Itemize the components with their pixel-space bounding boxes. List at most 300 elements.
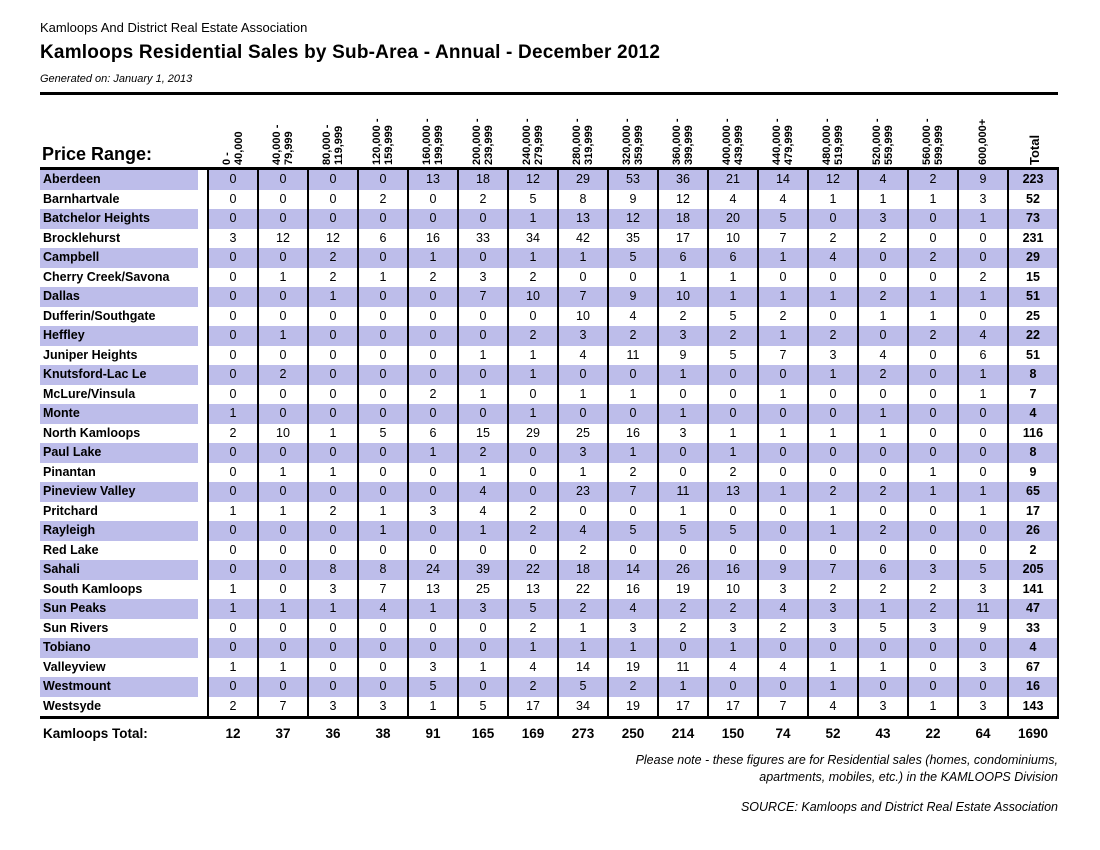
sales-count-cell: 3 [908, 560, 958, 580]
sales-count-cell: 0 [708, 541, 758, 561]
price-column-header [508, 95, 558, 169]
sales-count-cell: 2 [508, 619, 558, 639]
sales-count-cell: 0 [258, 521, 308, 541]
sales-count-cell: 0 [358, 209, 408, 229]
sales-count-cell: 1 [858, 658, 908, 678]
subarea-label: Pinantan [43, 464, 96, 479]
gutter-cell [198, 619, 208, 639]
table-row [40, 502, 1058, 522]
sales-count-cell: 1 [808, 502, 858, 522]
subarea-label: Pineview Valley [40, 482, 198, 502]
price-range-rotated-label [621, 119, 645, 165]
sales-count-cell: 29 [508, 424, 558, 444]
sales-count-cell: 0 [358, 287, 408, 307]
table-row [40, 599, 1058, 619]
price-range-line2: 319,999 [583, 125, 595, 165]
sales-count-cell: 0 [508, 463, 558, 483]
sales-count-cell: 4 [558, 346, 608, 366]
sales-count-cell: 0 [408, 463, 458, 483]
table-row [40, 482, 1058, 502]
sales-count-cell: 0 [308, 190, 358, 210]
price-range-line2: 359,999 [633, 125, 645, 165]
sales-count-cell: 0 [358, 677, 408, 697]
sales-count-cell: 0 [808, 404, 858, 424]
sales-count-cell: 0 [308, 169, 358, 190]
table-row [40, 619, 1058, 639]
price-column-header [758, 95, 808, 169]
price-column-header [258, 95, 308, 169]
gutter-cell [198, 718, 208, 746]
gutter-cell [198, 677, 208, 697]
price-range-line2: 279,999 [533, 125, 545, 165]
sales-count-cell: 1 [858, 424, 908, 444]
sales-count-cell: 13 [508, 580, 558, 600]
sales-count-cell: 10 [658, 287, 708, 307]
sales-count-cell: 2 [458, 443, 508, 463]
sales-count-cell: 0 [208, 385, 258, 405]
subarea-label: Brocklehurst [43, 230, 121, 245]
sales-count-cell: 0 [458, 209, 508, 229]
price-range-line1: 280,000 - [571, 118, 583, 165]
sales-count-cell: 0 [258, 385, 308, 405]
sales-count-cell: 0 [408, 365, 458, 385]
sales-count-cell: 3 [958, 580, 1008, 600]
price-range-rotated-label [871, 119, 895, 165]
subarea-label: Pritchard [43, 503, 98, 518]
sales-count-cell: 0 [858, 268, 908, 288]
sales-count-cell: 3 [358, 697, 408, 718]
sales-count-cell: 1 [658, 404, 708, 424]
sales-count-cell: 5 [508, 190, 558, 210]
price-column-header [458, 95, 508, 169]
sales-count-cell: 2 [508, 677, 558, 697]
column-total-cell: 91 [408, 718, 458, 746]
sales-count-cell: 11 [658, 482, 708, 502]
sales-count-cell: 1 [808, 424, 858, 444]
sales-table [40, 95, 1059, 745]
sales-count-cell: 0 [958, 229, 1008, 249]
sales-count-cell: 3 [308, 697, 358, 718]
sales-count-cell: 0 [258, 541, 308, 561]
column-total-cell: 273 [558, 718, 608, 746]
sales-count-cell: 0 [958, 463, 1008, 483]
sales-count-cell: 11 [608, 346, 658, 366]
sales-count-cell: 1 [508, 638, 558, 658]
column-total-cell: 22 [908, 718, 958, 746]
sales-count-cell: 1 [808, 521, 858, 541]
sales-count-cell: 8 [558, 190, 608, 210]
sales-count-cell: 0 [408, 482, 458, 502]
sales-count-cell: 25 [458, 580, 508, 600]
sales-count-cell: 0 [258, 560, 308, 580]
kamloops-total-row [40, 718, 1058, 746]
sales-count-cell: 8 [308, 560, 358, 580]
sales-count-cell: 0 [908, 677, 958, 697]
sales-count-cell: 1 [308, 424, 358, 444]
table-row [40, 326, 1058, 346]
sales-count-cell: 3 [808, 619, 858, 639]
sales-count-cell: 0 [958, 677, 1008, 697]
sales-count-cell: 7 [808, 560, 858, 580]
sales-count-cell: 0 [308, 677, 358, 697]
sales-count-cell: 0 [858, 385, 908, 405]
row-total-cell: 51 [1008, 287, 1058, 307]
sales-count-cell: 0 [758, 502, 808, 522]
footnote-line2: apartments, mobiles, etc.) in the KAMLOOPS Division [759, 770, 1058, 784]
sales-count-cell: 39 [458, 560, 508, 580]
sales-count-cell: 0 [958, 404, 1008, 424]
subarea-label: Campbell [40, 248, 198, 268]
sales-count-cell: 0 [608, 502, 658, 522]
sales-count-cell: 0 [508, 385, 558, 405]
sales-count-cell: 0 [558, 404, 608, 424]
gutter-header [198, 95, 208, 169]
sales-count-cell: 34 [558, 697, 608, 718]
sales-count-cell: 2 [908, 580, 958, 600]
sales-count-cell: 2 [858, 229, 908, 249]
sales-count-cell: 4 [808, 697, 858, 718]
sales-count-cell: 0 [908, 638, 958, 658]
sales-count-cell: 3 [458, 599, 508, 619]
footnotes [40, 752, 1058, 816]
sales-count-cell: 2 [558, 599, 608, 619]
sales-count-cell: 0 [658, 541, 708, 561]
column-total-cell: 12 [208, 718, 258, 746]
price-column-header [908, 95, 958, 169]
sales-count-cell: 53 [608, 169, 658, 190]
price-range-line2: 599,999 [933, 125, 945, 165]
table-row [40, 443, 1058, 463]
sales-count-cell: 1 [808, 190, 858, 210]
sales-count-cell: 1 [908, 307, 958, 327]
sales-count-cell: 0 [258, 619, 308, 639]
sales-count-cell: 2 [808, 580, 858, 600]
sales-count-cell: 3 [658, 424, 708, 444]
sales-count-cell: 10 [708, 580, 758, 600]
gutter-cell [198, 658, 208, 678]
sales-count-cell: 0 [308, 365, 358, 385]
sales-count-cell: 4 [758, 599, 808, 619]
sales-count-cell: 0 [708, 502, 758, 522]
sales-count-cell: 4 [858, 169, 908, 190]
price-column-header [958, 95, 1008, 169]
sales-count-cell: 0 [408, 307, 458, 327]
sales-count-cell: 1 [958, 385, 1008, 405]
sales-count-cell: 1 [558, 619, 608, 639]
sales-count-cell: 2 [708, 599, 758, 619]
sales-count-cell: 0 [858, 502, 908, 522]
sales-count-cell: 0 [608, 541, 658, 561]
sales-count-cell: 0 [708, 677, 758, 697]
sales-count-cell: 0 [258, 307, 308, 327]
sales-count-cell: 6 [958, 346, 1008, 366]
sales-count-cell: 0 [308, 209, 358, 229]
sales-count-cell: 1 [508, 404, 558, 424]
row-total-cell: 65 [1008, 482, 1058, 502]
sales-count-cell: 0 [808, 463, 858, 483]
sales-count-cell: 0 [358, 169, 408, 190]
table-row [40, 169, 1058, 190]
sales-count-cell: 0 [508, 482, 558, 502]
sales-count-cell: 5 [558, 677, 608, 697]
sales-count-cell: 0 [408, 209, 458, 229]
sales-count-cell: 0 [758, 365, 808, 385]
subarea-label: Dufferin/Southgate [43, 308, 156, 323]
sales-count-cell: 10 [708, 229, 758, 249]
sales-count-cell: 0 [308, 619, 358, 639]
sales-count-cell: 1 [358, 502, 408, 522]
sales-count-cell: 2 [908, 326, 958, 346]
sales-count-cell: 0 [958, 307, 1008, 327]
sales-count-cell: 1 [408, 443, 458, 463]
sales-count-cell: 5 [858, 619, 908, 639]
sales-count-cell: 0 [358, 326, 408, 346]
sales-count-cell: 0 [858, 248, 908, 268]
sales-count-cell: 0 [808, 638, 858, 658]
sales-count-cell: 1 [458, 385, 508, 405]
sales-count-cell: 0 [808, 268, 858, 288]
sales-count-cell: 1 [308, 463, 358, 483]
sales-count-cell: 4 [458, 482, 508, 502]
price-range-line1: 520,000 - [871, 118, 883, 165]
sales-count-cell: 1 [808, 677, 858, 697]
sales-count-cell: 0 [308, 385, 358, 405]
table-row [40, 268, 1058, 288]
sales-count-cell: 6 [408, 424, 458, 444]
sales-count-cell: 6 [358, 229, 408, 249]
row-total-cell: 141 [1008, 580, 1058, 600]
sales-count-cell: 1 [658, 502, 708, 522]
sales-count-cell: 0 [908, 521, 958, 541]
gutter-cell [198, 521, 208, 541]
sales-count-cell: 0 [308, 638, 358, 658]
sales-count-cell: 4 [708, 190, 758, 210]
sales-count-cell: 0 [508, 307, 558, 327]
sales-count-cell: 0 [458, 404, 508, 424]
sales-count-cell: 9 [958, 169, 1008, 190]
sales-count-cell: 1 [808, 365, 858, 385]
sales-count-cell: 2 [708, 326, 758, 346]
subarea-label: Sun Rivers [43, 620, 109, 635]
sales-count-cell: 2 [508, 326, 558, 346]
subarea-label: Cherry Creek/Savona [43, 269, 170, 284]
gutter-cell [198, 560, 208, 580]
sales-count-cell: 35 [608, 229, 658, 249]
column-total-cell: 74 [758, 718, 808, 746]
sales-count-cell: 11 [658, 658, 708, 678]
sales-count-cell: 6 [708, 248, 758, 268]
sales-count-cell: 0 [208, 443, 258, 463]
sales-count-cell: 16 [608, 580, 658, 600]
sales-count-cell: 1 [558, 638, 608, 658]
sales-count-cell: 0 [258, 404, 308, 424]
gutter-cell [198, 190, 208, 210]
price-column-header [358, 95, 408, 169]
sales-count-cell: 0 [358, 482, 408, 502]
sales-count-cell: 1 [658, 365, 708, 385]
sales-count-cell: 0 [358, 658, 408, 678]
price-range-rotated-label [471, 119, 495, 165]
sales-count-cell: 2 [308, 502, 358, 522]
sales-count-cell: 1 [958, 365, 1008, 385]
sales-count-cell: 2 [908, 169, 958, 190]
sales-count-cell: 7 [258, 697, 308, 718]
sales-count-cell: 0 [508, 443, 558, 463]
sales-count-cell: 4 [458, 502, 508, 522]
sales-count-cell: 10 [508, 287, 558, 307]
sales-count-cell: 0 [258, 346, 308, 366]
sales-count-cell: 1 [558, 463, 608, 483]
sales-count-cell: 0 [308, 443, 358, 463]
sales-count-cell: 1 [308, 599, 358, 619]
sales-count-cell: 0 [908, 365, 958, 385]
sales-count-cell: 0 [858, 463, 908, 483]
table-row [40, 541, 1058, 561]
sales-count-cell: 0 [208, 268, 258, 288]
table-row [40, 346, 1058, 366]
column-total-cell: 36 [308, 718, 358, 746]
sales-count-cell: 12 [308, 229, 358, 249]
sales-count-cell: 2 [458, 190, 508, 210]
sales-count-cell: 0 [258, 638, 308, 658]
sales-count-cell: 0 [758, 268, 808, 288]
sales-count-cell: 9 [608, 190, 658, 210]
sales-count-cell: 0 [908, 502, 958, 522]
sales-count-cell: 7 [758, 229, 808, 249]
gutter-cell [198, 248, 208, 268]
price-range-rotated-label [371, 119, 395, 165]
subarea-label: North Kamloops [43, 425, 141, 440]
table-row [40, 190, 1058, 210]
sales-count-cell: 2 [708, 463, 758, 483]
sales-count-cell: 2 [358, 190, 408, 210]
table-row [40, 697, 1058, 718]
sales-count-cell: 0 [408, 326, 458, 346]
sales-count-cell: 0 [808, 443, 858, 463]
sales-count-cell: 2 [308, 248, 358, 268]
gutter-cell [198, 365, 208, 385]
gutter-cell [198, 541, 208, 561]
sales-count-cell: 7 [608, 482, 658, 502]
sales-count-cell: 1 [708, 268, 758, 288]
row-total-cell: 33 [1008, 619, 1058, 639]
row-total-cell: 116 [1008, 424, 1058, 444]
sales-count-cell: 2 [908, 248, 958, 268]
sales-count-cell: 0 [758, 638, 808, 658]
sales-count-cell: 34 [508, 229, 558, 249]
sales-count-cell: 3 [658, 326, 708, 346]
subarea-label: Valleyview [43, 659, 106, 674]
sales-count-cell: 0 [258, 677, 308, 697]
sales-count-cell: 2 [858, 365, 908, 385]
subarea-label: South Kamloops [43, 581, 143, 596]
sales-count-cell: 4 [508, 658, 558, 678]
sales-count-cell: 7 [758, 697, 808, 718]
sales-count-cell: 1 [408, 697, 458, 718]
sales-count-cell: 5 [408, 677, 458, 697]
sales-count-cell: 2 [808, 229, 858, 249]
sales-count-cell: 13 [708, 482, 758, 502]
price-column-header [408, 95, 458, 169]
sales-count-cell: 0 [658, 443, 708, 463]
sales-count-cell: 3 [758, 580, 808, 600]
sales-count-cell: 1 [408, 248, 458, 268]
sales-count-cell: 0 [358, 638, 408, 658]
sales-count-cell: 4 [758, 658, 808, 678]
sales-count-cell: 0 [958, 541, 1008, 561]
sales-count-cell: 0 [308, 658, 358, 678]
row-total-cell: 4 [1008, 638, 1058, 658]
row-total-cell: 25 [1008, 307, 1058, 327]
sales-count-cell: 10 [258, 424, 308, 444]
gutter-cell [198, 268, 208, 288]
sales-count-cell: 2 [558, 541, 608, 561]
price-column-header [308, 95, 358, 169]
sales-count-cell: 0 [258, 169, 308, 190]
column-total-cell: 64 [958, 718, 1008, 746]
sales-count-cell: 1 [908, 190, 958, 210]
sales-count-cell: 1 [608, 385, 658, 405]
sales-count-cell: 22 [508, 560, 558, 580]
sales-count-cell: 2 [658, 599, 708, 619]
sales-count-cell: 1 [408, 599, 458, 619]
sales-count-cell: 4 [608, 599, 658, 619]
sales-count-cell: 1 [708, 443, 758, 463]
sales-count-cell: 0 [358, 463, 408, 483]
sales-count-cell: 1 [458, 521, 508, 541]
subarea-label: Red Lake [43, 542, 99, 557]
sales-count-cell: 1 [908, 463, 958, 483]
sales-count-cell: 13 [408, 580, 458, 600]
sales-count-cell: 19 [608, 697, 658, 718]
sales-count-cell: 12 [258, 229, 308, 249]
sales-count-cell: 6 [658, 248, 708, 268]
sales-count-cell: 9 [958, 619, 1008, 639]
sales-count-cell: 2 [208, 424, 258, 444]
sales-count-cell: 0 [458, 619, 508, 639]
sales-count-cell: 2 [808, 326, 858, 346]
sales-count-cell: 5 [758, 209, 808, 229]
sales-count-cell: 0 [758, 521, 808, 541]
price-range-rotated-label [671, 119, 695, 165]
sales-count-cell: 1 [458, 463, 508, 483]
sales-count-cell: 1 [708, 287, 758, 307]
row-total-cell: 29 [1008, 248, 1058, 268]
sales-count-cell: 1 [858, 190, 908, 210]
total-column-header [1008, 95, 1058, 169]
sales-count-cell: 0 [208, 541, 258, 561]
sales-count-cell: 9 [758, 560, 808, 580]
price-range-line1: 600,000+ [977, 118, 989, 165]
row-total-cell: 4 [1008, 404, 1058, 424]
sales-count-cell: 0 [258, 443, 308, 463]
sales-count-cell: 0 [208, 190, 258, 210]
sales-count-cell: 3 [708, 619, 758, 639]
sales-count-cell: 12 [658, 190, 708, 210]
gutter-cell [198, 443, 208, 463]
sales-count-cell: 0 [808, 541, 858, 561]
sales-count-cell: 2 [658, 307, 708, 327]
price-range-line2: 399,999 [683, 125, 695, 165]
sales-count-cell: 0 [358, 385, 408, 405]
sales-count-cell: 2 [508, 268, 558, 288]
sales-count-cell: 0 [908, 541, 958, 561]
sales-count-cell: 15 [458, 424, 508, 444]
row-total-cell: 223 [1008, 169, 1058, 190]
subarea-label: McLure/Vinsula [43, 386, 136, 401]
sales-count-cell: 0 [758, 677, 808, 697]
sales-count-cell: 3 [808, 599, 858, 619]
